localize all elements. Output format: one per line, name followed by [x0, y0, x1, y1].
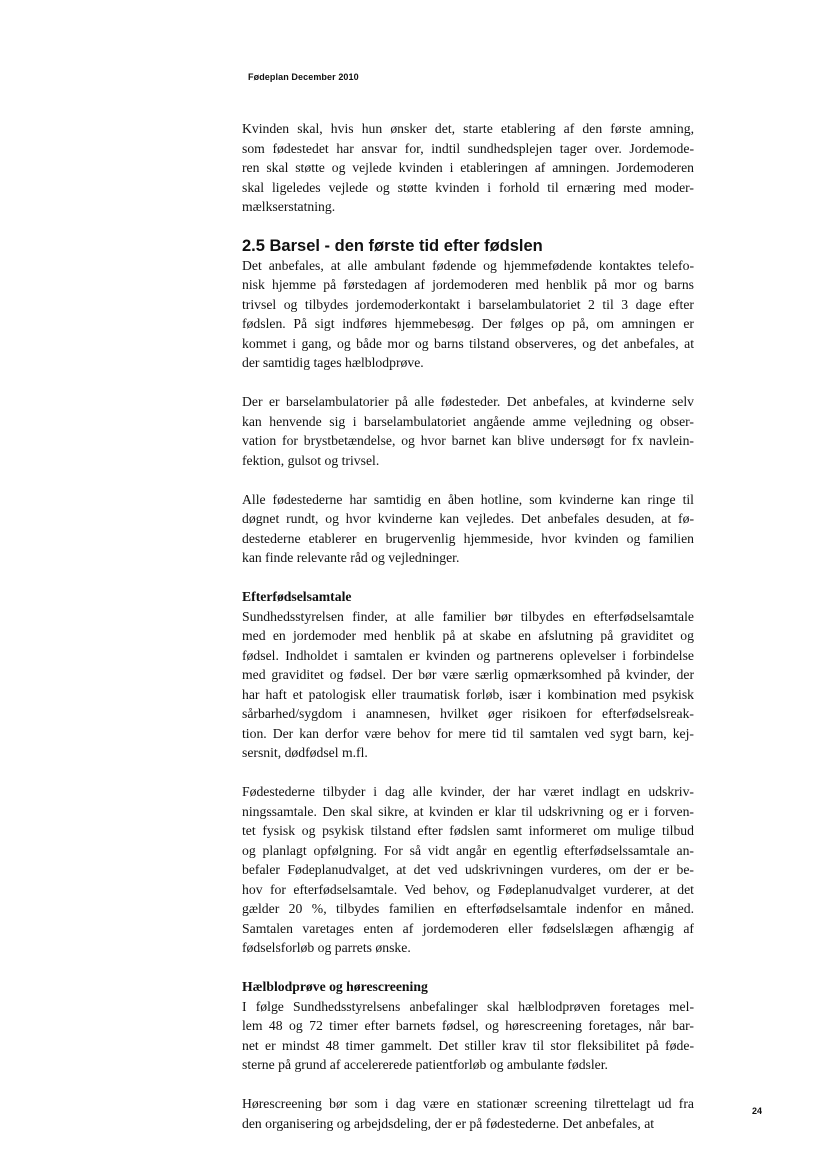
text-line: har haft et patologisk eller traumatisk forløb, især i kombination med psykisk [242, 686, 694, 702]
text-line: med graviditet og fødsel. Der bør være særlig opmærksomhed på kvinder, der [242, 667, 694, 682]
document-body [242, 119, 694, 1133]
running-header: Fødeplan December 2010 [248, 72, 359, 82]
text-line: fektion, gulsot og trivsel. [242, 452, 380, 468]
paragraph [242, 392, 694, 470]
text-line: Alle fødestederne har samtidig en åben hotline, som kvinderne kan ringe til [242, 491, 694, 507]
text-line: mælkserstatning. [242, 199, 336, 214]
paragraph [242, 782, 694, 958]
text-line: lem 48 og 72 timer efter barnets fødsel, og hørescreening foretages, når bar- [242, 1018, 694, 1033]
text-line: fødsel. Indholdet i samtalen er kvinden og partnerens oplevelser i forbindelse [242, 647, 694, 663]
text-line: og planlagt opfølgning. For så vidt angår en egentlig efterfødselssamtale an- [242, 842, 694, 858]
paragraph [242, 119, 694, 217]
text-line: døgnet rundt, og hvor kvinderne kan vejledes. Det anbefales desuden, at fø- [242, 511, 694, 526]
text-line: nisk hjemme på førstedagen af jordemoderen med henblik på mor og barns [242, 277, 694, 292]
paragraph [242, 256, 694, 373]
text-line: som fødestedet har ansvar for, indtil sundhedsplejen tager over. Jordemode- [242, 140, 694, 156]
text-line: net er mindst 48 timer gammelt. Det stiller krav til stor fleksibilitet på føde- [242, 1037, 694, 1053]
text-line: sårbarhed/sygdom i anamnesen, hvilket øger risikoen for efterfødselsreak- [242, 706, 694, 721]
text-line: Samtalen varetages enten af jordemoderen eller fødselslægen afhængig af [242, 920, 694, 936]
text-line: kommet i gang, og både mor og barns tilstand observeres, og det anbefales, at [242, 335, 694, 351]
text-line: Det anbefales, at alle ambulant fødende og hjemmefødende kontaktes telefo- [242, 257, 694, 273]
text-line: den organisering og arbejdsdeling, der er på fødestederne. Det anbefales, at [242, 1115, 655, 1131]
text-line: ren skal støtte og vejlede kvinden i etableringen af amningen. Jordemoderen [242, 160, 694, 175]
text-line: gælder 20 %, tilbydes familien en efterfødselsamtale indenfor en måned. [242, 901, 694, 916]
text-line: Fødestederne tilbyder i dag alle kvinder, der har været indlagt en udskriv- [242, 784, 694, 799]
text-line: der samtidig tages hælblodprøve. [242, 355, 424, 370]
text-line: destederne etablerer en brugervenlig hjemmeside, hvor kvinden og familien [242, 530, 694, 546]
text-line: sersnit, dødfødsel m.fl. [242, 745, 368, 760]
subsection-heading: Hælblodprøve og hørescreening [242, 979, 428, 994]
section-heading: 2.5 Barsel - den første tid efter fødslen [242, 236, 543, 255]
text-line: kan henvende sig i barselambulatoriet angående amme vejledning og obser- [242, 413, 694, 429]
text-line: skal ligeledes vejlede og støtte kvinden i forhold til ernæring med moder- [242, 179, 694, 195]
text-line: trivsel og tilbydes jordemoderkontakt i barselambulatoriet 2 til 3 dage efter [242, 296, 694, 312]
subsection-heading: Efterfødselsamtale [242, 589, 352, 604]
text-line: fødslen. På sigt indføres hjemmebesøg. Der følges op på, om amningen er [242, 316, 694, 331]
paragraph [242, 997, 694, 1075]
text-line: med en jordemoder med henblik på at skabe en afslutning på graviditet og [242, 628, 694, 643]
text-line: ningssamtale. Den skal sikre, at kvinden er klar til udskrivning og er i forven- [242, 803, 694, 819]
text-line: Hørescreening bør som i dag være en stationær screening tilrettelagt ud fra [242, 1096, 694, 1111]
text-line: fødselsforløb og parrets ønske. [242, 940, 411, 955]
text-line: sterne på grund af accelererede patientforløb og ambulante fødsler. [242, 1057, 608, 1072]
text-line: tion. Der kan derfor være behov for mere tid til samtalen ved sygt barn, kej- [242, 725, 694, 741]
text-line: kan finde relevante råd og vejledninger. [242, 550, 460, 565]
text-line: vation for brystbetændelse, og hvor barnet kan blive undersøgt for fx navlein- [242, 433, 694, 448]
text-line: Kvinden skal, hvis hun ønsker det, starte etablering af den første amning, [242, 121, 694, 136]
text-line: tet fysisk og psykisk tilstand efter fødslen samt informeret om mulige tilbud [242, 823, 694, 838]
text-line: I følge Sundhedsstyrelsens anbefalinger skal hælblodprøven foretages mel- [242, 998, 694, 1014]
text-line: hov for efterfødselsamtale. Ved behov, og Fødeplanudvalget vurderer, at det [242, 881, 694, 897]
paragraph [242, 1094, 694, 1133]
page-number: 24 [752, 1106, 763, 1116]
text-line: Sundhedsstyrelsen finder, at alle familier bør tilbydes en efterfødselsamtale [242, 608, 694, 624]
text-line: befaler Fødeplanudvalget, at det ved udskrivningen vurderes, om der er be- [242, 862, 694, 877]
paragraph [242, 607, 694, 763]
paragraph [242, 490, 694, 568]
text-line: Der er barselambulatorier på alle fødesteder. Det anbefales, at kvinderne selv [242, 394, 694, 409]
